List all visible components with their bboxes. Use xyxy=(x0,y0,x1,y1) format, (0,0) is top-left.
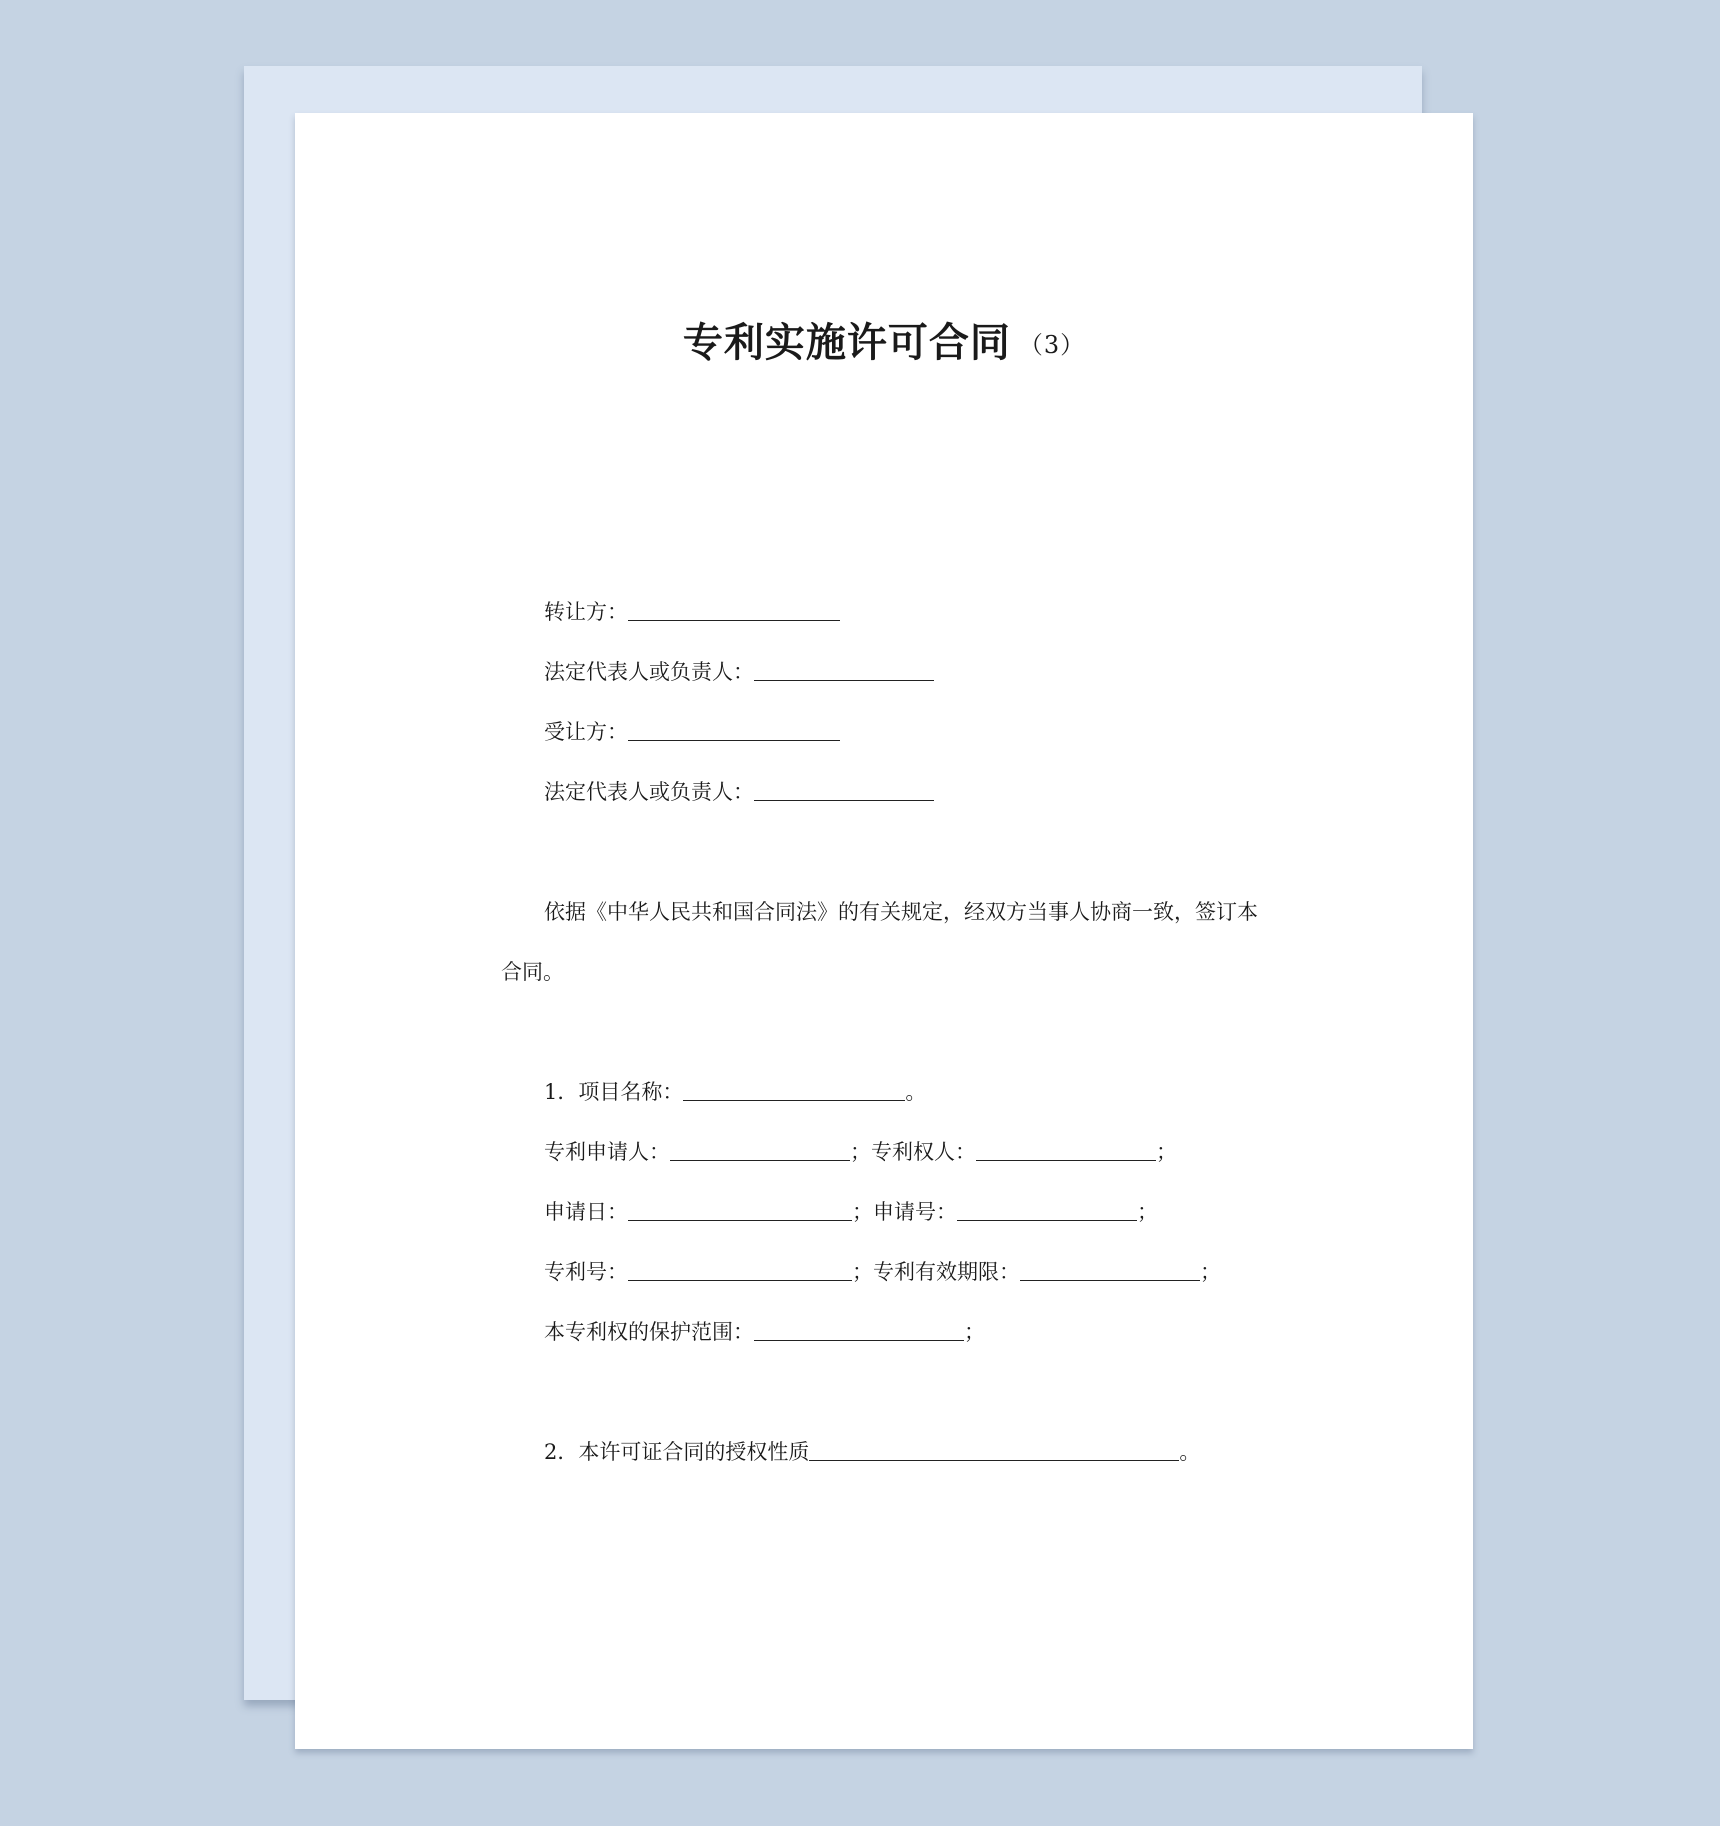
patentee-label: ；专利权人： xyxy=(850,1140,976,1164)
validity-blank[interactable] xyxy=(1020,1258,1200,1281)
preamble-line-1: 依据《中华人民共和国合同法》的有关规定，经双方当事人协商一致，签订本 xyxy=(544,900,1258,924)
transferee-rep-label: 法定代表人或负责人： xyxy=(544,780,754,804)
scope-end: ； xyxy=(964,1320,985,1344)
transferor-rep-blank[interactable] xyxy=(754,658,934,681)
transferee-rep-blank[interactable] xyxy=(754,778,934,801)
apply-date-blank[interactable] xyxy=(628,1198,852,1221)
preamble-line-2: 合同。 xyxy=(501,960,564,984)
validity-end: ； xyxy=(1200,1260,1221,1284)
scope-blank[interactable] xyxy=(754,1318,964,1341)
apply-no-label: ；申请号： xyxy=(852,1200,957,1224)
applicant-blank[interactable] xyxy=(670,1138,850,1161)
patentee-blank[interactable] xyxy=(976,1138,1156,1161)
transferor-line xyxy=(544,597,840,627)
title-suffix: （3） xyxy=(1018,331,1086,359)
apply-date-line xyxy=(544,1197,1158,1227)
license-nature-label: 2．本许可证合同的授权性质 xyxy=(544,1440,810,1464)
transferee-line xyxy=(544,717,840,747)
project-name-line xyxy=(544,1077,926,1107)
transferor-blank[interactable] xyxy=(628,598,840,621)
patentee-end: ； xyxy=(1156,1140,1177,1164)
apply-no-blank[interactable] xyxy=(957,1198,1137,1221)
patent-no-blank[interactable] xyxy=(628,1258,852,1281)
patent-no-line xyxy=(544,1257,1221,1287)
transferee-rep-line xyxy=(544,777,934,807)
scope-line xyxy=(544,1317,985,1347)
project-name-blank[interactable] xyxy=(683,1078,905,1101)
transferor-label: 转让方： xyxy=(544,600,628,624)
transferee-blank[interactable] xyxy=(628,718,840,741)
patent-no-label: 专利号： xyxy=(544,1260,628,1284)
transferor-rep-label: 法定代表人或负责人： xyxy=(544,660,754,684)
document-page xyxy=(295,113,1473,1749)
project-name-label: 1．项目名称： xyxy=(544,1080,684,1104)
apply-date-label: 申请日： xyxy=(544,1200,628,1224)
applicant-line xyxy=(544,1137,1177,1167)
transferee-label: 受让方： xyxy=(544,720,628,744)
license-nature-end: 。 xyxy=(1179,1440,1201,1464)
scope-label: 本专利权的保护范围： xyxy=(544,1320,754,1344)
project-name-end: 。 xyxy=(905,1080,927,1104)
transferor-rep-line xyxy=(544,657,934,687)
apply-no-end: ； xyxy=(1137,1200,1158,1224)
license-nature-blank[interactable] xyxy=(809,1438,1179,1461)
title-text: 专利实施许可合同 xyxy=(682,320,1011,366)
validity-label: ；专利有效期限： xyxy=(852,1260,1020,1284)
document-title xyxy=(295,311,1473,368)
applicant-label: 专利申请人： xyxy=(544,1140,670,1164)
license-nature-line xyxy=(544,1437,1200,1467)
